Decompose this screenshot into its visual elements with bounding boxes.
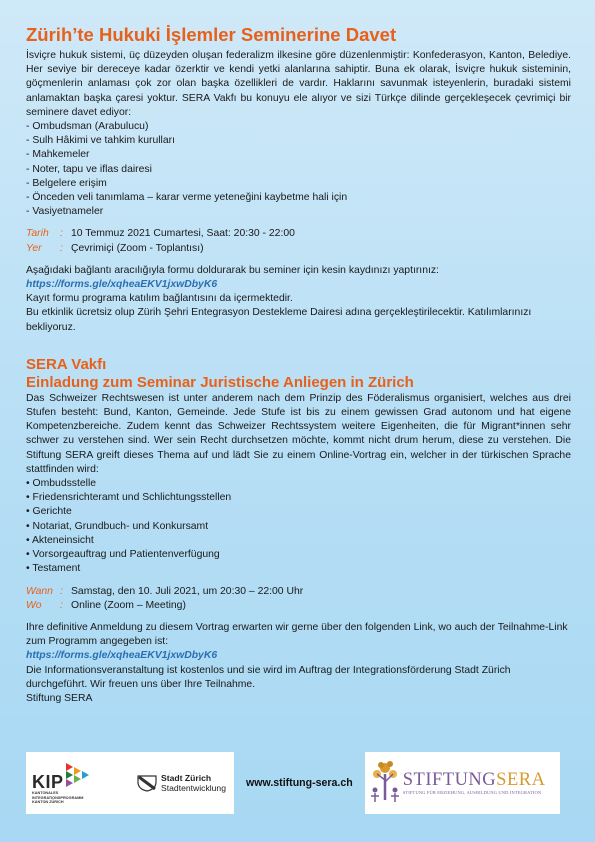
kip-logo <box>32 761 104 805</box>
tr-date-label: Tarih <box>26 228 49 240</box>
de-registration-link[interactable]: https://forms.gle/xqheaEKV1jxwDbyK6 <box>26 650 218 662</box>
de-place-value: Online (Zoom – Meeting) <box>71 599 186 611</box>
colon: : <box>60 585 63 597</box>
list-item: • Akteneinsicht <box>26 534 94 546</box>
sera-wordmark-b: SERA <box>496 770 546 790</box>
de-place-row <box>26 599 571 613</box>
de-date-row <box>26 585 571 599</box>
kip-sub-1: KANTONALES <box>32 791 59 796</box>
tr-place-label: Yer <box>26 242 42 254</box>
colon: : <box>60 242 63 254</box>
de-date-label: Wann <box>26 585 53 597</box>
city-department: Stadtentwicklung <box>161 783 226 793</box>
tr-after-link-2: Bu etkinlik ücretsiz olup Zürih Şehri Entegrasyon Destekleme Dairesi adına gerçekleştirilecektir. Katılımlarınızı bekliyoruz. <box>26 307 532 333</box>
kip-sub-3: KANTON ZÜRICH <box>32 800 64 805</box>
city-name: Stadt Zürich <box>161 773 212 783</box>
list-item: - Mahkemeler <box>26 149 90 161</box>
list-item: • Vorsorgeauftrag und Patientenverfügung <box>26 549 220 561</box>
de-org-title: SERA Vakfı <box>26 355 107 373</box>
footer <box>26 752 571 814</box>
colon: : <box>60 599 63 611</box>
list-item: - Belgelere erişim <box>26 177 107 189</box>
de-place-label: Wo <box>26 599 42 611</box>
stadt-zuerich-logo <box>137 773 226 793</box>
flyer <box>26 24 571 706</box>
de-topic-list <box>26 477 571 576</box>
list-item: - Ombudsman (Arabulucu) <box>26 121 149 133</box>
list-item: • Ombudsstelle <box>26 478 97 490</box>
de-after-link: Die Informationsveranstaltung ist kostenlos und sie wird im Auftrag der Integrationsförderung Stadt Zürich durchgeführt. Wir freuen uns über Ihre Teilnahme. <box>26 664 511 690</box>
de-register-text: Ihre definitive Anmeldung zu diesem Vortrag erwarten wir gerne über den folgenden Link, wo auch der Teilnahme-Link zum Programm angegeben ist: <box>26 621 568 648</box>
de-title: Einladung zum Seminar Juristische Anliegen in Zürich <box>26 373 414 391</box>
de-signature: Stiftung SERA <box>26 692 93 704</box>
list-item: - Vasiyetnameler <box>26 206 104 218</box>
tr-register-text: Aşağıdaki bağlantı aracılığıyla formu doldurarak bu seminer için kesin kaydınızı yaptırınız: <box>26 264 439 276</box>
sera-tree-icon <box>369 760 401 806</box>
sera-tagline: STIFTUNG FÜR ERZIEHUNG, AUSBILDUNG UND INTEGRATION <box>402 790 542 795</box>
list-item: • Testament <box>26 563 81 575</box>
list-item: • Notariat, Grundbuch- und Konkursamt <box>26 520 209 532</box>
tr-place-row <box>26 242 571 256</box>
kip-arrows-icon <box>64 761 98 791</box>
sera-wordmark-a: STIFTUNG <box>402 770 497 790</box>
website-link[interactable]: www.stiftung-sera.ch <box>246 777 353 789</box>
kip-logo-text: KIP <box>32 772 64 793</box>
list-item: - Sulh Hâkimi ve tahkim kurulları <box>26 135 175 147</box>
tr-place-value: Çevrimiçi (Zoom - Toplantısı) <box>71 242 204 254</box>
kip-sub-2: INTEGRATIONSPROGRAMM <box>32 795 84 800</box>
sera-logo <box>365 752 560 814</box>
tr-intro: İsviçre hukuk sistemi, üç düzeyden oluşan federalizm ilkesine göre düzenlenmiştir: Konfederasyon, Kanton, Belediye. Her seviye bir dereceye kadar özerktir ve kendi yetki alanlarına sahiptir. Buna ek olarak, İsviçre hukuk sisteminin, göçmenlerin anlaması çok zor olan başka özellikleri de vardır. Haklarını savunmak isteyenlerin, buradaki sistemi anlamaktan başka çaresi yoktur. SERA Vakfı bu konuyu ele alıyor ve sizi Türkçe dilinde gerçekleşecek çevrimiçi bir seminere davet ediyor: <box>26 50 571 118</box>
tr-title: Zürih’te Hukuki İşlemler Seminerine Davet <box>26 24 397 45</box>
list-item: - Önceden veli tanımlama – karar verme yeteneğini kaybetme hali için <box>26 192 348 204</box>
de-intro: Das Schweizer Rechtswesen ist unter anderem nach dem Prinzip des Föderalismus organisiert, welches aus drei Stufen besteht: Bund, Kanton, Gemeinde. Jede Stufe ist bis zu einem gewissen Grad autonom und hat eigene Kompetenzbereiche. Zudem kennt das Schweizer Rechtssystem weitere Eigenheiten, die für Migrant*innen sehr schwer zu verstehen sind. Wer sein Recht durchsetzen möchte, kommt nicht drum herum, diese zu verstehen. Die Stiftung SERA greift dieses Thema auf und lädt Sie zu einem Online-Vortrag ein, welcher in der türkischen Sprache stattfinden wird: <box>26 392 571 475</box>
tr-date-row <box>26 227 571 241</box>
sera-wordmark <box>403 770 546 790</box>
list-item: - Noter, tapu ve iflas dairesi <box>26 163 152 175</box>
tr-registration-link[interactable]: https://forms.gle/xqheaEKV1jxwDbyK6 <box>26 279 218 291</box>
colon: : <box>60 228 63 240</box>
list-item: • Friedensrichteramt und Schlichtungsstellen <box>26 492 232 504</box>
tr-date-value: 10 Temmuz 2021 Cumartesi, Saat: 20:30 - 22:00 <box>71 228 295 240</box>
partner-logos <box>26 752 234 814</box>
de-date-value: Samstag, den 10. Juli 2021, um 20:30 – 22:00 Uhr <box>71 585 304 597</box>
tr-topic-list <box>26 120 571 219</box>
tr-after-link-1: Kayıt formu programa katılım bağlantısını da içermektedir. <box>26 293 293 305</box>
list-item: • Gerichte <box>26 506 72 518</box>
zurich-coat-of-arms-icon <box>137 774 157 792</box>
